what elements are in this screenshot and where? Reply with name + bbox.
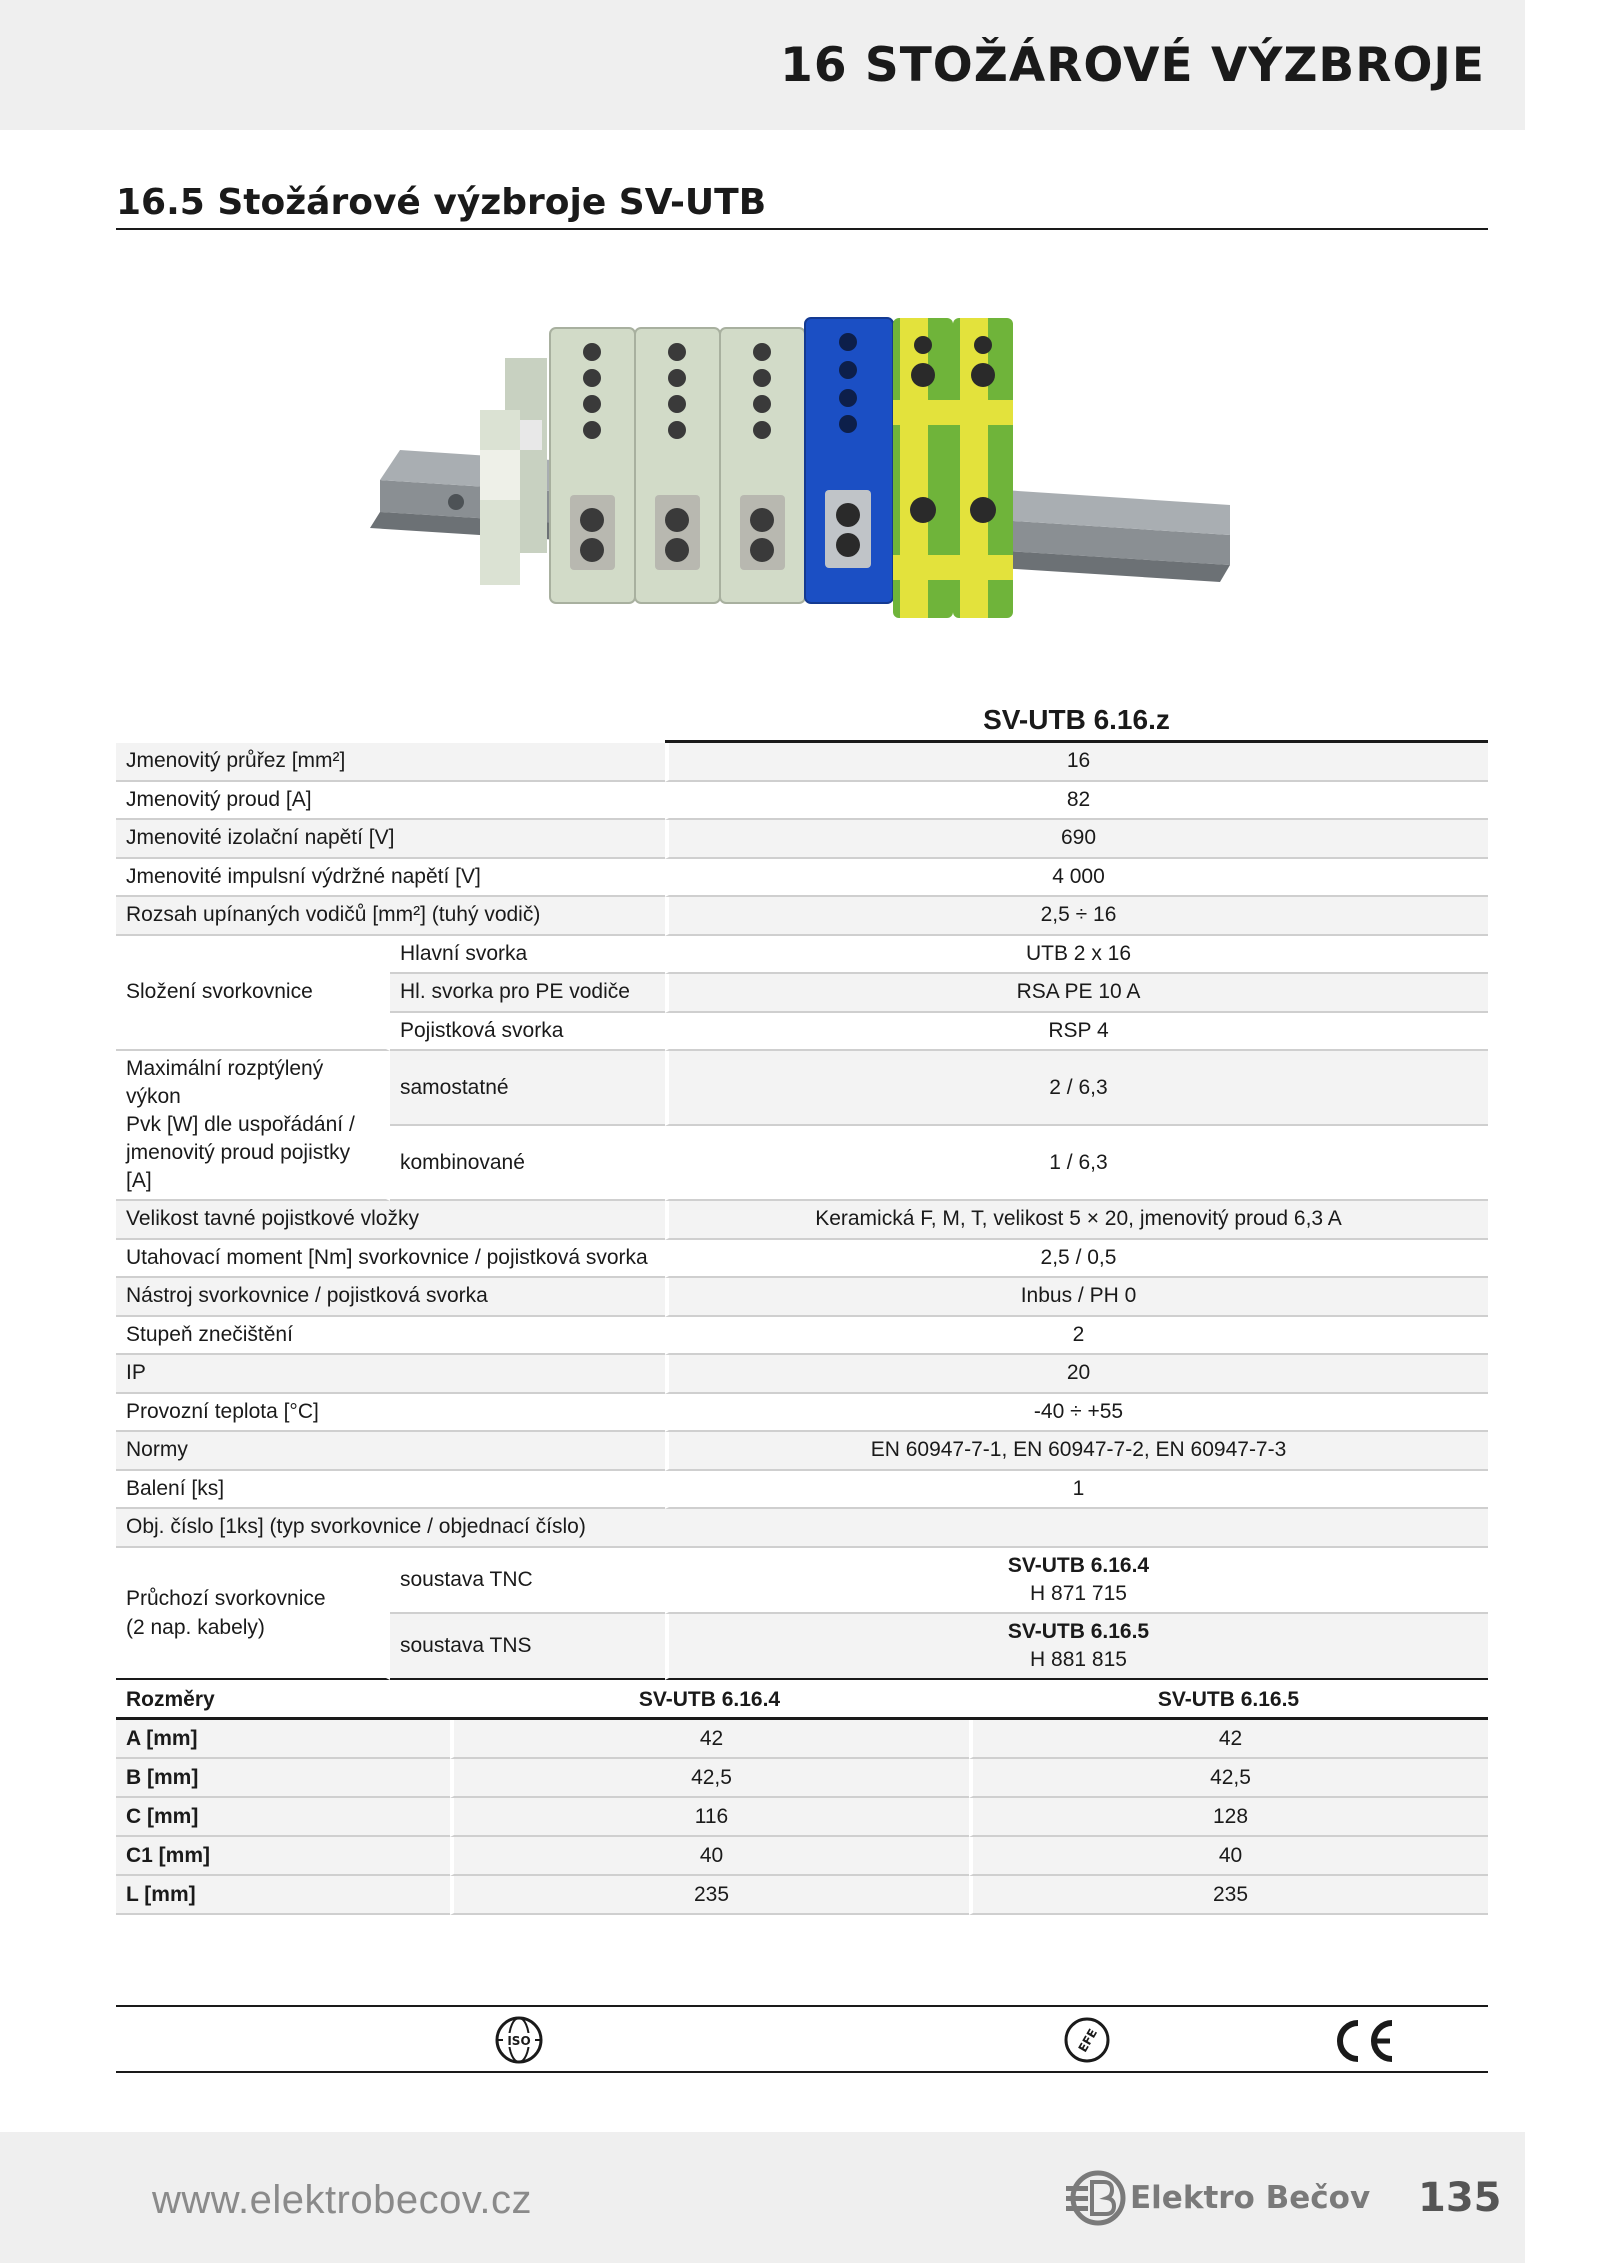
iso-certification-icon xyxy=(494,2015,544,2065)
spec-label: Balení [ks] xyxy=(116,1471,665,1510)
terminal-block-product-photo xyxy=(370,300,1240,630)
brand-name: Elektro Bečov xyxy=(1130,2180,1371,2216)
page-number: 135 xyxy=(1418,2175,1502,2221)
table-row xyxy=(116,1548,1488,1614)
dimension-value: 235 xyxy=(969,1876,1488,1915)
spec-label: Velikost tavné pojistkové vložky xyxy=(116,1201,665,1240)
ce-mark-icon xyxy=(1328,2017,1398,2065)
website-link[interactable]: www.elektrobecov.cz xyxy=(152,2178,533,2222)
power-label-line: jmenovitý proud pojistky [A] xyxy=(126,1141,351,1192)
spec-value: 20 xyxy=(665,1355,1488,1394)
table-row xyxy=(116,1201,1488,1240)
dimension-value: 116 xyxy=(450,1798,969,1837)
composition-value: RSP 4 xyxy=(665,1013,1488,1052)
power-label-line: Pvk [W] dle uspořádání / xyxy=(126,1113,355,1136)
power-sub-label: kombinované xyxy=(390,1126,665,1201)
pass-through-type: SV-UTB 6.16.5 xyxy=(1007,1619,1150,1643)
dimension-value: 40 xyxy=(450,1837,969,1876)
spec-value: Inbus / PH 0 xyxy=(665,1278,1488,1317)
table-row xyxy=(116,1317,1488,1356)
table-row xyxy=(116,743,1488,782)
pass-through-code: H 871 715 xyxy=(1030,1581,1127,1605)
table-row xyxy=(116,936,1488,975)
dimension-value: 42,5 xyxy=(450,1759,969,1798)
spec-value: 2 xyxy=(665,1317,1488,1356)
power-sub-label: samostatné xyxy=(390,1051,665,1126)
spec-label: Jmenovitý proud [A] xyxy=(116,782,665,821)
iso-icon-text: ISO xyxy=(507,2034,531,2048)
power-label xyxy=(116,1051,390,1201)
dimension-label: C1 [mm] xyxy=(116,1837,450,1876)
dimension-value: 40 xyxy=(969,1837,1488,1876)
power-label-line: Maximální rozptýlený výkon xyxy=(126,1057,324,1108)
spec-value: 16 xyxy=(665,743,1488,782)
spec-label: Normy xyxy=(116,1432,665,1471)
composition-label: Složení svorkovnice xyxy=(116,936,390,1052)
dimensions-table xyxy=(116,1682,1488,1915)
table-row xyxy=(116,782,1488,821)
table-row xyxy=(116,1394,1488,1433)
table-row xyxy=(116,1432,1488,1471)
table-row xyxy=(116,1720,1488,1759)
spec-value: 690 xyxy=(665,820,1488,859)
efe-icon-text: EFE xyxy=(1075,2026,1101,2055)
spec-table-header xyxy=(116,700,1488,742)
spec-value: 1 xyxy=(665,1471,1488,1510)
pass-through-label-line: (2 nap. kabely) xyxy=(126,1615,265,1639)
dimension-value: 128 xyxy=(969,1798,1488,1837)
spec-label: Rozsah upínaných vodičů [mm²] (tuhý vodič) xyxy=(116,897,665,936)
spec-value: EN 60947-7-1, EN 60947-7-2, EN 60947-7-3 xyxy=(665,1432,1488,1471)
column-header: SV-UTB 6.16.5 xyxy=(969,1682,1488,1720)
dimension-value: 42 xyxy=(969,1720,1488,1759)
pass-through-label-line: Průchozí svorkovnice xyxy=(126,1586,326,1610)
table-row xyxy=(116,1471,1488,1510)
column-header: Rozměry xyxy=(116,1682,450,1720)
spec-label: Jmenovitý průřez [mm²] xyxy=(116,743,665,782)
table-row xyxy=(116,1278,1488,1317)
table-row xyxy=(116,820,1488,859)
composition-sub-label: Hlavní svorka xyxy=(390,936,665,975)
composition-sub-label: Hl. svorka pro PE vodiče xyxy=(390,974,665,1013)
table-row xyxy=(116,1355,1488,1394)
efe-certification-icon xyxy=(1062,2015,1112,2065)
spec-value: 2,5 ÷ 16 xyxy=(665,897,1488,936)
spec-value: 2,5 / 0,5 xyxy=(665,1240,1488,1279)
composition-sub-label: Pojistková svorka xyxy=(390,1013,665,1052)
spec-value: -40 ÷ +55 xyxy=(665,1394,1488,1433)
pass-through-code: H 881 815 xyxy=(1030,1647,1127,1671)
table-row xyxy=(116,1876,1488,1915)
spec-value: Keramická F, M, T, velikost 5 × 20, jmenovitý proud 6,3 A xyxy=(665,1201,1488,1240)
spec-value: 82 xyxy=(665,782,1488,821)
dimension-label: A [mm] xyxy=(116,1720,450,1759)
spec-label: IP xyxy=(116,1355,665,1394)
spec-label: Stupeň znečištění xyxy=(116,1317,665,1356)
spec-label: Jmenovité impulsní výdržné napětí [V] xyxy=(116,859,665,898)
pass-through-value xyxy=(665,1548,1488,1614)
dimension-value: 42 xyxy=(450,1720,969,1759)
composition-value: RSA PE 10 A xyxy=(665,974,1488,1013)
table-row xyxy=(116,1798,1488,1837)
table-row xyxy=(116,1051,1488,1126)
power-value: 1 / 6,3 xyxy=(665,1126,1488,1201)
power-value: 2 / 6,3 xyxy=(665,1051,1488,1126)
table-row xyxy=(116,1837,1488,1876)
pass-through-sub-label: soustava TNC xyxy=(390,1548,665,1614)
pass-through-value xyxy=(665,1614,1488,1680)
spec-label: Jmenovité izolační napětí [V] xyxy=(116,820,665,859)
dimension-value: 235 xyxy=(450,1876,969,1915)
spec-label: Provozní teplota [°C] xyxy=(116,1394,665,1433)
table-header-row xyxy=(116,1682,1488,1720)
spec-value: 4 000 xyxy=(665,859,1488,898)
table-row xyxy=(116,1240,1488,1279)
table-row xyxy=(116,859,1488,898)
spec-column-title: SV-UTB 6.16.z xyxy=(983,704,1170,735)
pass-through-sub-label: soustava TNS xyxy=(390,1614,665,1680)
table-row xyxy=(116,897,1488,936)
spec-label: Nástroj svorkovnice / pojistková svorka xyxy=(116,1278,665,1317)
composition-value: UTB 2 x 16 xyxy=(665,936,1488,975)
dimension-label: B [mm] xyxy=(116,1759,450,1798)
order-number-label: Obj. číslo [1ks] (typ svorkovnice / objednací číslo) xyxy=(116,1509,1488,1548)
spec-label: Utahovací moment [Nm] svorkovnice / pojistková svorka xyxy=(116,1240,665,1279)
table-row xyxy=(116,1509,1488,1548)
pass-through-label xyxy=(116,1548,390,1680)
section-divider xyxy=(116,228,1488,230)
pass-through-type: SV-UTB 6.16.4 xyxy=(1007,1553,1150,1577)
elektro-becov-logo-icon xyxy=(1066,2160,1126,2236)
spec-table xyxy=(116,743,1488,1680)
dimension-value: 42,5 xyxy=(969,1759,1488,1798)
certification-bar xyxy=(116,2005,1488,2073)
table-row xyxy=(116,1759,1488,1798)
chapter-title: 16 STOŽÁROVÉ VÝZBROJE xyxy=(780,38,1485,93)
dimension-label: C [mm] xyxy=(116,1798,450,1837)
column-header: SV-UTB 6.16.4 xyxy=(450,1682,969,1720)
dimension-label: L [mm] xyxy=(116,1876,450,1915)
section-title: 16.5 Stožárové výzbroje SV-UTB xyxy=(116,182,767,223)
